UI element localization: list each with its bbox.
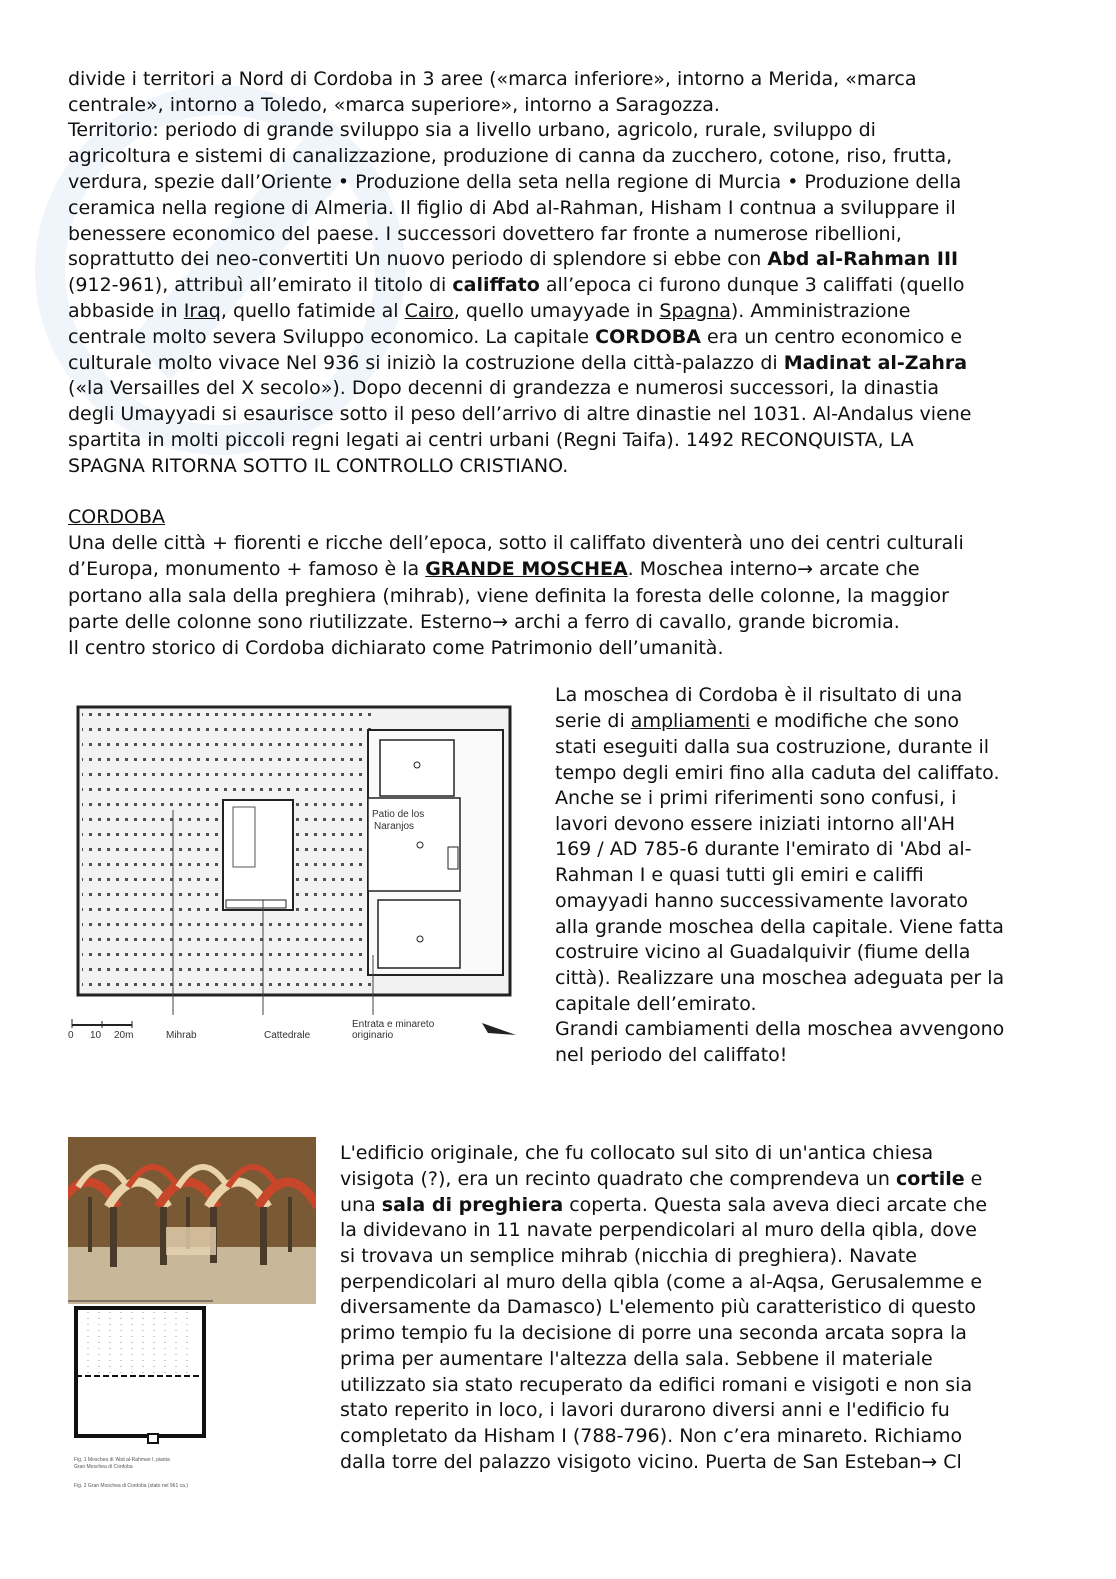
text-line: La moschea di Cordoba è il risultato di una: [555, 684, 963, 706]
plan-label-patio: Patio de los: [372, 809, 425, 820]
text-line: nel periodo del califfato!: [555, 1044, 788, 1066]
section-heading: CORDOBA: [68, 506, 166, 528]
text-line: Rahman I e quasi tutti gli emiri e califfi: [555, 864, 924, 886]
figure-caption: Gran Moschea di Cordoba: [74, 1464, 133, 1470]
text-line: soprattutto dei neo-convertiti Un nuovo periodo di splendore si ebbe con Abd al-Rahman III: [68, 248, 959, 270]
plan-label-mihrab: Mihrab: [166, 1030, 197, 1041]
text-line: omayyadi hanno successivamente lavorato: [555, 890, 968, 912]
text-line: città). Realizzare una moschea adeguata per la: [555, 967, 1005, 989]
text-line: tempo degli emiri fino alla caduta del califfato.: [555, 762, 1000, 784]
text-line: («la Versailles del X secolo»). Dopo decenni di grandezza e numerosi successori, la dinastia: [68, 377, 940, 399]
link-cairo[interactable]: Cairo: [404, 300, 454, 322]
text-line: diversamente da Damasco) L'elemento più caratteristico di questo: [340, 1296, 976, 1318]
link-iraq[interactable]: Iraq: [183, 300, 221, 322]
text-line: centrale molto severa Sviluppo economico. La capitale CORDOBA era un centro economico e: [68, 326, 963, 348]
plan-label-entrata: originario: [352, 1030, 394, 1041]
text-line: divide i territori a Nord di Cordoba in 3 aree («marca inferiore», intorno a Merida, «marca: [68, 68, 917, 90]
plan-label-entrata: Entrata e minareto: [352, 1019, 435, 1030]
text-line: stato reperito in loco, i lavori durarono diversi anni e l'edificio fu: [340, 1399, 950, 1421]
scale-label: 10: [90, 1030, 102, 1041]
bold-term: CORDOBA: [595, 326, 701, 348]
bold-term: cortile: [895, 1168, 965, 1190]
text-line: dalla torre del palazzo visigoto vicino. Puerta de San Esteban→ Cl: [340, 1451, 962, 1473]
text-line: parte delle colonne sono riutilizzate. Esterno→ archi a ferro di cavallo, grande bicromia.: [68, 611, 900, 633]
figure-caption: Fig. 2 Gran Moschea di Cordoba (stato nel 961 ca.): [74, 1483, 188, 1489]
text-line: agricoltura e sistemi di canalizzazione, produzione di canna da zucchero, cotone, riso, frutta,: [68, 145, 953, 167]
scale-label: 20m: [114, 1030, 134, 1041]
text-line: portano alla sala della preghiera (mihrab), viene definita la foresta delle colonne, la maggior: [68, 585, 949, 607]
mosque-interior-photo: [68, 1137, 316, 1304]
text-line: Territorio: periodo di grande sviluppo sia a livello urbano, agricolo, rurale, sviluppo di: [68, 119, 876, 141]
text-line: alla grande moschea della capitale. Viene fatta: [555, 916, 1004, 938]
text-line: 169 / AD 785-6 durante l'emirato di 'Abd al-: [555, 838, 972, 860]
bold-term: califfato: [452, 274, 540, 296]
text-line: la dividevano in 11 navate perpendicolari al muro della qibla, dove: [340, 1219, 977, 1241]
text-line: Il centro storico di Cordoba dichiarato come Patrimonio dell’umanità.: [68, 637, 724, 659]
text-line: visigota (?), era un recinto quadrato che comprendeva un cortile e: [340, 1168, 983, 1190]
text-line: prima per aumentare l'altezza della sala. Sebbene il materiale: [340, 1348, 933, 1370]
text-line: costruire vicino al Guadalquivir (fiume della: [555, 941, 971, 963]
text-line: primo tempio fu la decisione di porre una seconda arcata sopra la: [340, 1322, 967, 1344]
link-spagna[interactable]: Spagna: [659, 300, 731, 322]
text-line: serie di ampliamenti e modifiche che sono: [555, 710, 960, 732]
text-line: centrale», intorno a Toledo, «marca superiore», intorno a Saragozza.: [68, 94, 720, 116]
text-line: si trovava un semplice mihrab (nicchia di preghiera). Navate: [340, 1245, 917, 1267]
text-line: perpendicolari al muro della qibla (come a al-Aqsa, Gerusalemme e: [340, 1271, 983, 1293]
text-line: utilizzato sia stato recuperato da edifici romani e visigoti e non sia: [340, 1374, 973, 1396]
text-line: completato da Hisham I (788-796). Non c’era minareto. Richiamo: [340, 1425, 963, 1447]
text-line: capitale dell’emirato.: [555, 993, 757, 1015]
original-mosque-plan: [68, 1298, 218, 1498]
figure-caption: Fig. 1 Moschea di 'Abd al-Rahman I, pianta: [74, 1457, 170, 1463]
text-line: abbaside in Iraq, quello fatimide al Cairo, quello umayyade in Spagna). Amministrazione: [68, 300, 911, 322]
text-line: benessere economico del paese. I successori dovettero far fronte a numerose ribellioni,: [68, 223, 902, 245]
text-line: culturale molto vivace Nel 936 si iniziò la costruzione della città-palazzo di Madinat al-Zahra: [68, 352, 968, 374]
text-line: ceramica nella regione di Almeria. Il figlio di Abd al-Rahman, Hisham I contnua a sviluppare il: [68, 197, 956, 219]
text-line: L'edificio originale, che fu collocato sul sito di un'antica chiesa: [340, 1142, 934, 1164]
text-line: d’Europa, monumento + famoso è la GRANDE MOSCHEA. Moschea interno→ arcate che: [68, 558, 920, 580]
link-ampliamenti[interactable]: ampliamenti: [630, 710, 751, 732]
text-line: lavori devono essere iniziati intorno all'AH: [555, 813, 956, 835]
bold-term: GRANDE MOSCHEA: [425, 558, 628, 580]
mosque-floor-plan: [68, 695, 528, 1050]
text-line: degli Umayyadi si esaurisce sotto il peso dell’arrivo di altre dinastie nel 1031. Al-Andalus viene: [68, 403, 972, 425]
text-line: verdura, spezie dall’Oriente • Produzione della seta nella regione di Murcia • Produzione della: [68, 171, 962, 193]
text-line: Una delle città + fiorenti e ricche dell’epoca, sotto il califfato diventerà uno dei centri culturali: [68, 532, 964, 554]
scale-label: 0: [68, 1030, 74, 1041]
text-line: SPAGNA RITORNA SOTTO IL CONTROLLO CRISTIANO.: [68, 455, 569, 477]
plan-label-cattedrale: Cattedrale: [264, 1030, 311, 1041]
text-line: spartita in molti piccoli regni legati ai centri urbani (Regni Taifa). 1492 RECONQUISTA, LA: [68, 429, 914, 451]
bold-term: sala di preghiera: [381, 1194, 564, 1216]
bold-term: Abd al-Rahman III: [767, 248, 959, 270]
text-line: (912-961), attribuì all’emirato il titolo di califfato all’epoca ci furono dunque 3 califfati (quello: [68, 274, 965, 296]
text-line: stati eseguiti dalla sua costruzione, durante il: [555, 736, 990, 758]
text-line: Anche se i primi riferimenti sono confusi, i: [555, 787, 957, 809]
bold-term: Madinat al-Zahra: [783, 352, 968, 374]
text-line: Grandi cambiamenti della moschea avvengono: [555, 1018, 1005, 1040]
text-line: una sala di preghiera coperta. Questa sala aveva dieci arcate che: [340, 1194, 988, 1216]
plan-label-patio: Naranjos: [374, 821, 415, 832]
